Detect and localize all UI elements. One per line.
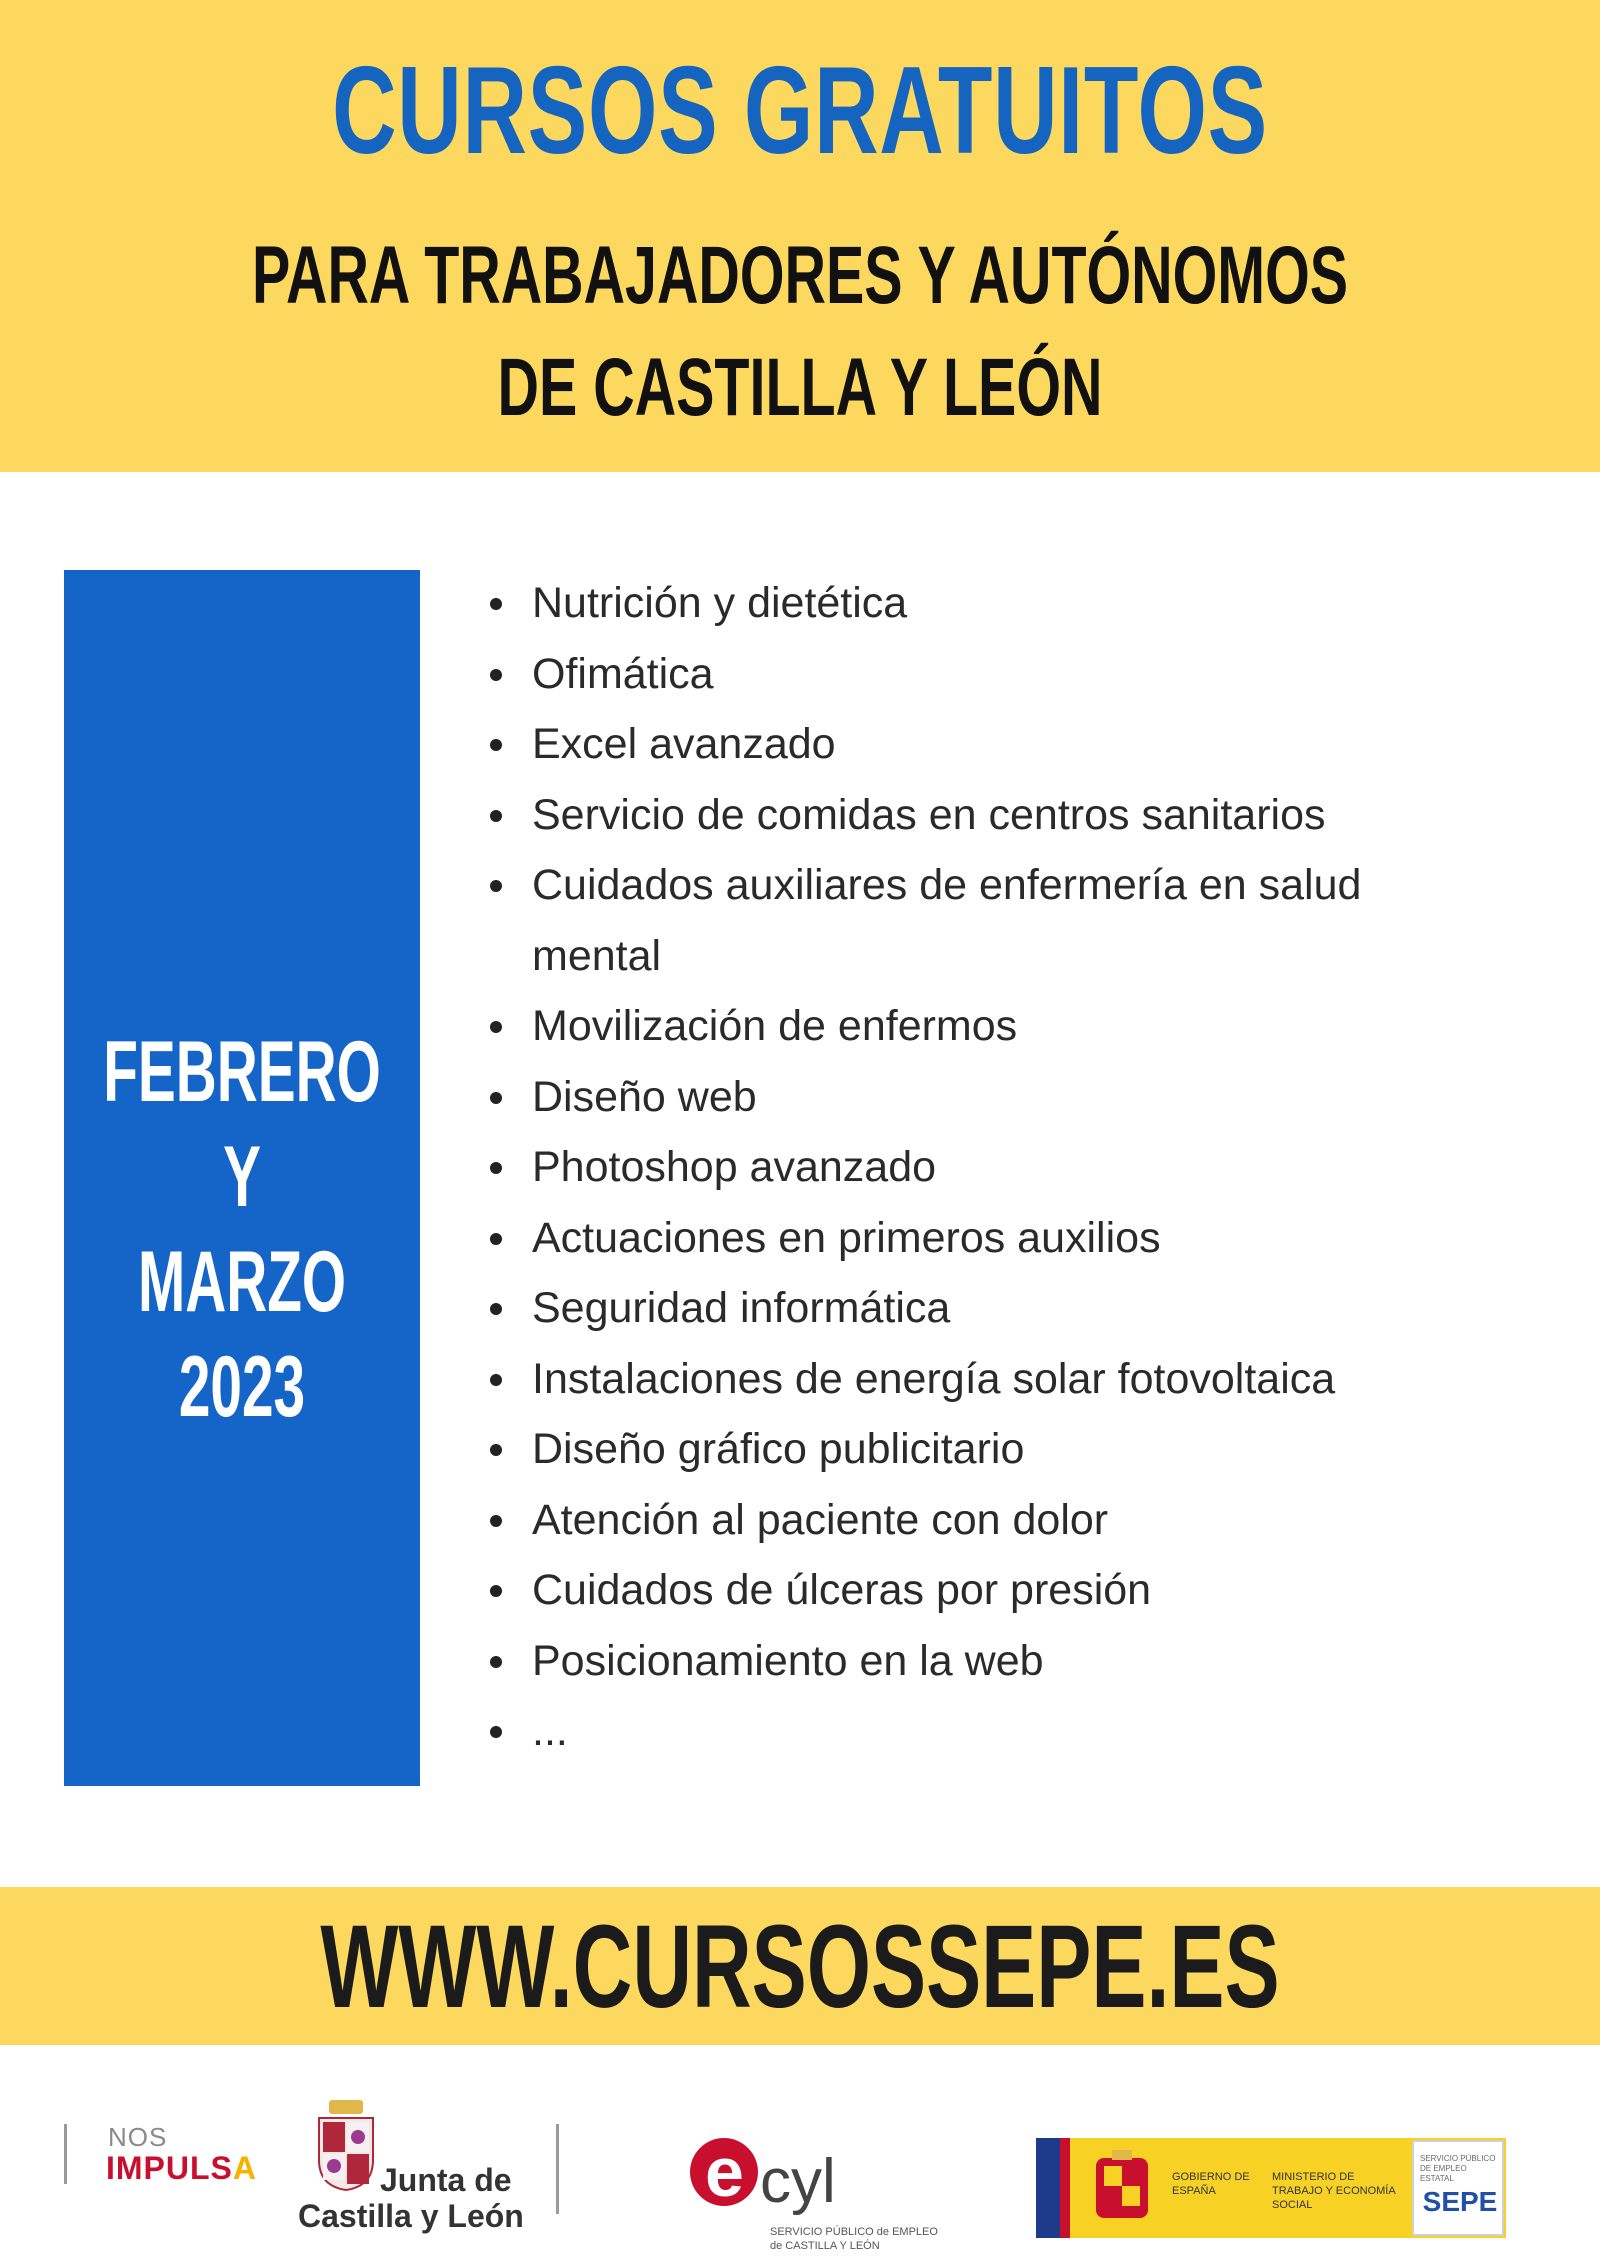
gobierno-text: GOBIERNO DE ESPAÑA bbox=[1172, 2171, 1250, 2197]
nos-impulsa-logo-top: NOS bbox=[108, 2122, 168, 2152]
ecyl-logo-text: e bbox=[705, 2133, 744, 2211]
logo-divider bbox=[556, 2124, 559, 2214]
date-month-1: FEBRERO bbox=[103, 1024, 381, 1120]
ecyl-logo-text-2: cyl bbox=[760, 2147, 836, 2216]
list-item: Diseño gráfico publicitario bbox=[490, 1414, 1540, 1485]
date-year: 2023 bbox=[178, 1339, 306, 1435]
list-item: Diseño web bbox=[490, 1062, 1540, 1133]
list-item: Cuidados de úlceras por presión bbox=[490, 1555, 1540, 1626]
ecyl-subtitle-1: SERVICIO PÚBLICO de EMPLEO bbox=[770, 2226, 938, 2238]
list-item: Nutrición y dietética bbox=[490, 568, 1540, 639]
list-item: Seguridad informática bbox=[490, 1273, 1540, 1344]
sepe-text: SEPE bbox=[1422, 2186, 1498, 2217]
sepe-small-text: SERVICIO PÚBLICO DE EMPLEO ESTATAL bbox=[1420, 2154, 1496, 2183]
coat-of-arms-icon bbox=[1090, 2150, 1154, 2226]
jcyl-logo-line-1: Junta de bbox=[380, 2162, 512, 2198]
spain-flag-stripe bbox=[1060, 2138, 1070, 2238]
ecyl-subtitle-2: de CASTILLA Y LEÓN bbox=[770, 2240, 880, 2252]
list-item: Posicionamiento en la web bbox=[490, 1626, 1540, 1697]
list-item: Cuidados auxiliares de enfermería en salud mental bbox=[490, 850, 1450, 991]
list-item: Photoshop avanzado bbox=[490, 1132, 1540, 1203]
website-link[interactable]: WWW.CURSOSSEPE.ES bbox=[320, 1901, 1280, 2033]
jcyl-shield-icon bbox=[315, 2100, 377, 2192]
list-item: ... bbox=[490, 1696, 1540, 1767]
list-item: Movilización de enfermos bbox=[490, 991, 1540, 1062]
eu-flag-icon bbox=[1036, 2138, 1060, 2238]
page-subtitle bbox=[240, 220, 1360, 444]
subtitle-line-1: PARA TRABAJADORES Y AUTÓNOMOS bbox=[251, 230, 1349, 321]
impulsa-text: IMPULS bbox=[106, 2150, 233, 2186]
date-text bbox=[82, 1020, 401, 1440]
date-month-2: MARZO bbox=[137, 1234, 347, 1330]
list-item: Instalaciones de energía solar fotovoltaica bbox=[490, 1344, 1540, 1415]
list-item: Excel avanzado bbox=[490, 709, 1540, 780]
logo-divider bbox=[64, 2124, 67, 2184]
jcyl-logo-line-2: Castilla y León bbox=[298, 2198, 524, 2234]
list-item: Ofimática bbox=[490, 639, 1540, 710]
list-item: Atención al paciente con dolor bbox=[490, 1485, 1540, 1556]
list-item: Actuaciones en primeros auxilios bbox=[490, 1203, 1540, 1274]
subtitle-line-2: DE CASTILLA Y LEÓN bbox=[497, 342, 1103, 433]
impulsa-accent: A bbox=[232, 2150, 257, 2186]
date-conjunction: Y bbox=[223, 1129, 261, 1225]
nos-impulsa-logo bbox=[106, 2150, 257, 2187]
ministerio-text: MINISTERIO DE TRABAJO Y ECONOMÍA SOCIAL bbox=[1272, 2171, 1396, 2211]
page-title: CURSOS GRATUITOS bbox=[332, 42, 1268, 180]
list-item: Servicio de comidas en centros sanitarios bbox=[490, 780, 1540, 851]
course-list bbox=[490, 568, 1540, 1767]
ecyl-logo bbox=[688, 2130, 868, 2220]
